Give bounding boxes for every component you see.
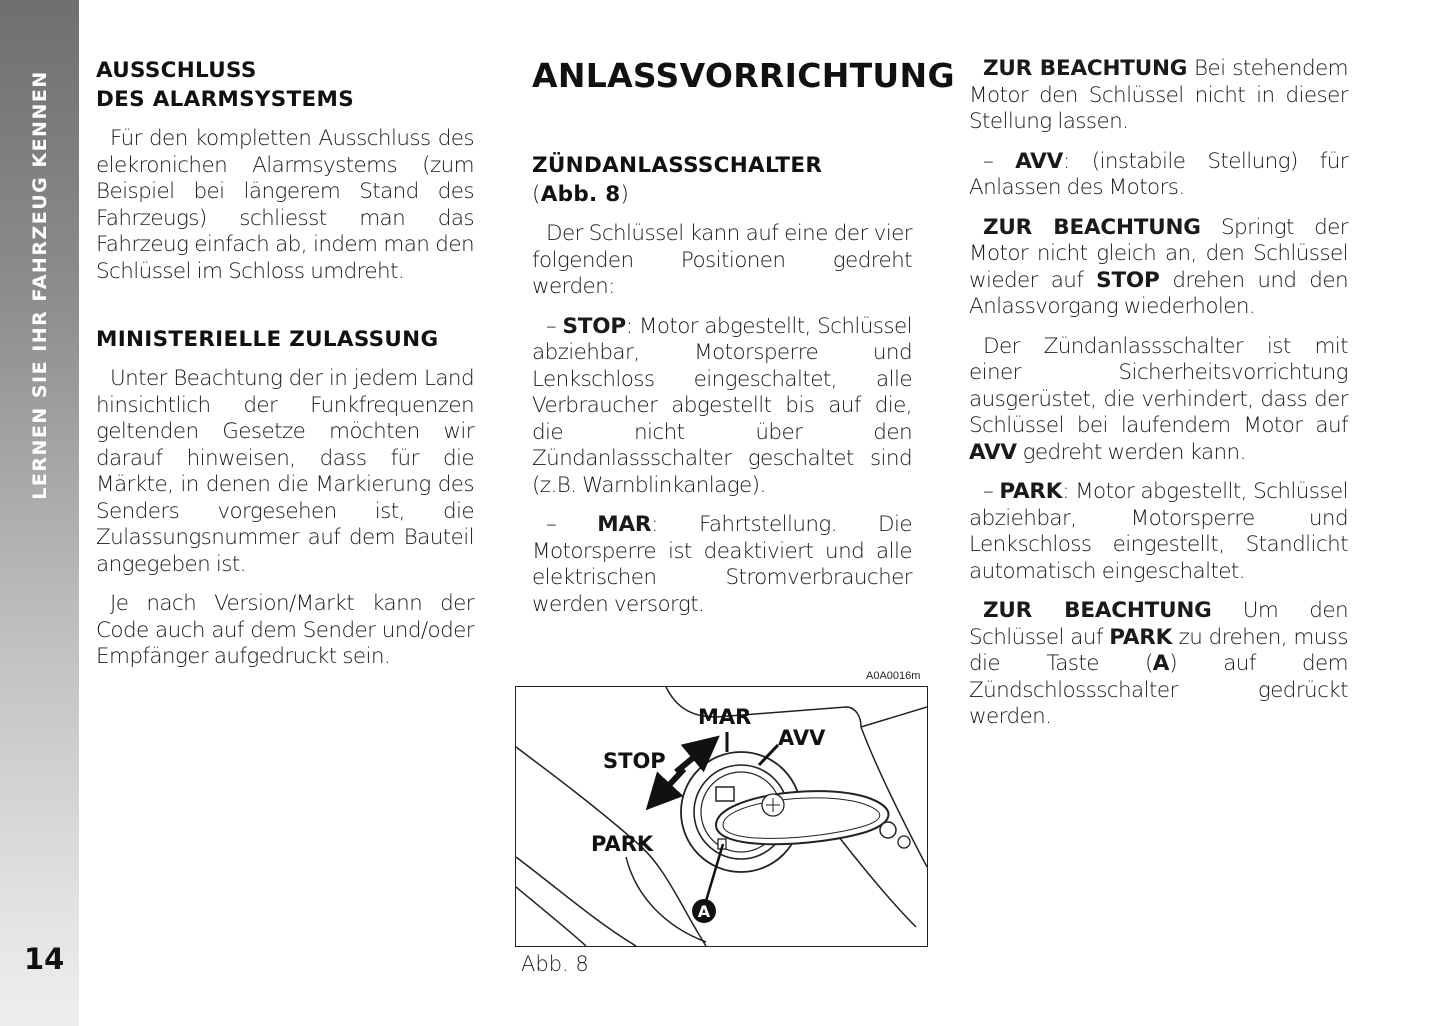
- label-park: PARK: [591, 832, 654, 856]
- figure-caption: Abb. 8: [521, 952, 589, 976]
- note-2-text: Springt der Motor nicht gleich an, den Schlüssel wieder auf: [969, 214, 1348, 293]
- note-3-key: A: [1152, 651, 1170, 676]
- label-stop: STOP: [603, 749, 666, 773]
- note-2-stop: STOP: [1096, 267, 1160, 293]
- paragraph-approval: Unter Beachtung der in jedem Land hinsichtlich der Funkfrequenzen geltenden Gesetze möchten wir darauf hinweisen, dass für die Märkte, in denen die Markierung des Senders vorgesehen ist, die Zulassungsnummer auf dem Bauteil angegeben ist.: [96, 366, 474, 577]
- safety-text: Der Zündanlassschalter ist mit einer Sicherheitsvorrichtung ausgerüstet, die verhindert, dass der Schlüssel bei laufendem Motor auf: [969, 333, 1348, 438]
- paragraph-positions-intro: Der Schlüssel kann auf eine der vier folgenden Positionen gedreht werden:: [532, 221, 912, 299]
- subheading-ignition-switch: ZÜNDANLASSSCHALTER (Abb. 8): [532, 153, 823, 207]
- note-2-text-end: drehen und den Anlassvorgang wiederholen.: [969, 267, 1348, 319]
- note-1: [969, 56, 1348, 136]
- paragraph-code-location: Je nach Version/Markt kann der Code auch auf dem Sender und/oder Empfänger aufgedruckt sein.: [96, 591, 474, 669]
- note-label: ZUR BEACHTUNG: [983, 598, 1212, 623]
- note-3-park: PARK: [1109, 624, 1173, 650]
- safety-avv: AVV: [969, 439, 1017, 465]
- note-2: [969, 215, 1348, 321]
- safety-text-end: gedreht werden kann.: [1016, 439, 1246, 465]
- paragraph-park: – PARK: Motor abgestellt, Schlüssel abziehbar, Motorsperre und Lenkschloss eingestellt, Standlicht automatisch eingeschaltet.: [969, 479, 1349, 584]
- stop-text: : Motor abgestellt, Schlüssel abziehbar, Motorsperre und Lenkschloss eingeschaltet, alle Verbraucher abgestellt bis auf die, die nicht über den Zündanlassschalter geschaltet sind (z.B. Warnblinkanlage).: [532, 313, 913, 498]
- mar-text: : Fahrtstellung. Die Motorsperre ist deaktiviert und alle elektrischen Stromverbraucher werden versorgt.: [532, 512, 912, 617]
- note-3: [969, 598, 1348, 731]
- note-3-text-end: ) auf dem Zündschlossschalter gedrückt werden.: [969, 651, 1348, 729]
- paragraph-stop: – STOP: Motor abgestellt, Schlüssel abziehbar, Motorsperre und Lenkschloss eingeschaltet, alle Verbraucher abgestellt bis auf die, die nicht über den Zündanlassschalter geschaltet sind (z.B. Warnblinkanlage).: [532, 313, 913, 498]
- figure-ignition-switch: [515, 686, 928, 947]
- chapter-sidebar: [0, 0, 79, 1026]
- paragraph-avv: – AVV: (instabile Stellung) für Anlassen des Motors.: [969, 148, 1349, 200]
- heading-line-1: AUSSCHLUSS: [96, 58, 257, 83]
- stop-label: STOP: [562, 313, 626, 339]
- note-1-text: Bei stehendem Motor den Schlüssel nicht in dieser Stellung lassen.: [969, 56, 1348, 134]
- avv-label: AVV: [1015, 148, 1064, 174]
- paragraph-mar: – MAR: Fahrtstellung. Die Motorsperre ist deaktiviert und alle elektrischen Stromverbraucher werden versorgt.: [532, 512, 912, 617]
- paragraph-alarm-exclusion: Für den kompletten Ausschluss des elekronichen Alarmsystems (zum Beispiel bei längerem Stand des Fahrzeugs) schliesst man das Fahrzeug einfach ab, indem man den Schlüssel im Schloss umdreht.: [96, 126, 474, 284]
- park-label: PARK: [999, 479, 1063, 504]
- column-middle: [532, 56, 955, 631]
- label-a: A: [697, 902, 711, 921]
- note-label: ZUR BEACHTUNG: [983, 56, 1188, 81]
- note-3-text-mid: zu drehen, muss die Taste (: [969, 624, 1348, 676]
- paragraph-safety: [969, 334, 1348, 467]
- column-right: [969, 56, 1348, 744]
- mar-label: MAR: [597, 512, 652, 537]
- subheading-text: ZÜNDANLASSSCHALTER: [532, 153, 823, 178]
- heading-alarm-exclusion: [96, 56, 474, 114]
- note-label: ZUR BEACHTUNG: [983, 214, 1201, 240]
- park-text: : Motor abgestellt, Schlüssel abziehbar, Motorsperre und Lenkschloss eingestellt, Standlicht automatisch eingeschaltet.: [969, 479, 1349, 584]
- note-3-text: Um den Schlüssel auf: [969, 598, 1348, 650]
- label-mar: MAR: [698, 705, 752, 729]
- chapter-title: LERNEN SIE IHR FAHRZEUG KENNEN: [29, 70, 51, 500]
- figure-code: A0A0016m: [866, 670, 921, 682]
- section-title: ANLASSVORRICHTUNG: [532, 56, 955, 95]
- avv-text: : (instabile Stellung) für Anlassen des Motors.: [969, 148, 1349, 200]
- column-left: [96, 56, 474, 684]
- heading-line-2: DES ALARMSYSTEMS: [96, 87, 355, 112]
- heading-ministerial-approval: MINISTERIELLE ZULASSUNG: [96, 327, 439, 352]
- figure-reference: Abb. 8: [540, 182, 621, 207]
- page-number: 14: [24, 942, 65, 976]
- label-avv: AVV: [778, 726, 826, 750]
- ignition-illustration: [516, 687, 927, 946]
